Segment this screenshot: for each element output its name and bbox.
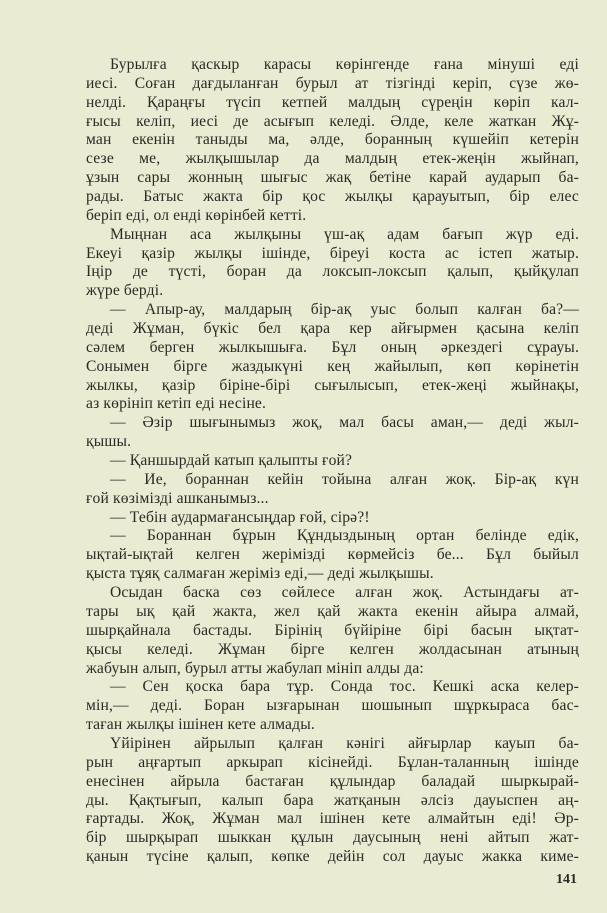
text-line: Екеуі қазір жылқы ішінде, біреуі коста ас істеп жатыр.	[86, 244, 579, 262]
text-line: ды. Қақтығып, калып бара жатқанын әлсіз дауыспен аң-	[86, 791, 579, 809]
text-line: шырқайнала бастады. Бірінің бүйіріне бірі басын ықтат-	[86, 621, 579, 639]
text-line: ман екенін таныды ма, әлде, боранның күшейіп кетерін	[86, 131, 579, 149]
text-line: қанын түсіне қалып, көпке дейін сол дауыс жакка киме-	[86, 848, 579, 866]
text-line: жабуын алып, бурыл атты жабулап мініп алды да:	[86, 659, 424, 677]
text-line: мін,— деді. Боран ызғарынан шошынып шұркыраса бас-	[86, 697, 579, 715]
text-line: — Тебін аудармағансыңдар ғой, сірә?!	[110, 508, 370, 526]
text-line: бір шырқырап шыккан құлын даусының нені айтып жат-	[86, 829, 579, 847]
text-line: Сонымен бірге жаздыкүні кең жайылып, көп көрінетін	[86, 357, 579, 375]
text-line: таған жылқы ішінен кете алмады.	[86, 716, 315, 734]
text-line: ғартады. Жоқ, Жұман мал ішінен кете алмайтын еді! Әр-	[86, 810, 579, 828]
text-line: рын аңғартып аркырап кісінейді. Бұлан-таланның ішінде	[86, 753, 579, 771]
book-page-text	[86, 56, 579, 867]
text-line: деді Жұман, бүкіс бел қара кер айғырмен қасына келіп	[86, 320, 579, 338]
page-number: 141	[556, 872, 577, 887]
text-line: — Бораннан бұрын Құндыздының ортан белінде едік,	[110, 527, 579, 545]
text-line: — Қаншырдай катып қалыпты ғой?	[110, 452, 353, 470]
text-line: қышы.	[86, 433, 132, 451]
text-line: беріп еді, ол енді көрінбей кетті.	[86, 206, 307, 224]
text-line: жылкы, қазір біріне-бірі сығылысып, етек-жеңі жыйнақы,	[86, 376, 579, 394]
text-line: тары ық қай жакта, жел қай жакта екенін айыра алмай,	[86, 602, 579, 620]
text-line: енесінен айрыла бастаған құлындар баладай шыркырай-	[86, 772, 579, 790]
text-line: Үйірінен айрылып қалған кәнігі айғырлар кауып ба-	[110, 734, 579, 752]
text-line: — Әзір шығынымыз жоқ, мал басы аман,— деді жыл-	[110, 414, 579, 432]
text-line: — Сен қоска бара тұр. Сонда тос. Кешкі аска келер-	[110, 678, 579, 696]
text-line: Іңір де түсті, боран да локсып-локсып қалып, қыйқулап	[86, 263, 579, 281]
text-line: ұзын сары жонның шығыс жақ бетіне карай аударып ба-	[86, 169, 579, 187]
text-line: — Ие, бораннан кейін тойына алған жоқ. Бір-ақ күн	[110, 470, 579, 488]
text-line: ықтай-ықтай келген жерімізді көрмейсіз бе... Бұл быйыл	[86, 546, 579, 564]
text-line: сезе ме, жылқышылар да малдың етек-жеңін жыйнап,	[86, 150, 579, 168]
text-line: иесі. Соған дағдыланған бурыл ат тізгінді керіп, сүзе жө-	[86, 74, 579, 92]
text-line: сәлем берген жылкышыға. Бұл оның әркездегі сұрауы.	[86, 338, 579, 356]
text-line: қысы келеді. Жұман бірге келген жолдасынан атының	[86, 640, 579, 658]
text-line: рады. Батыс жакта бір қос жылқы қарауытып, бір елес	[86, 188, 579, 206]
text-line: ғысы келіп, иесі де асығып келеді. Әлде, келе жаткан Жұ-	[86, 112, 579, 130]
text-line: қыста тұяқ салмаған жеріміз еді,— деді жылқышы.	[86, 565, 434, 583]
text-line: жүре берді.	[86, 282, 164, 300]
text-line: Осыдан баска сөз сөйлесе алған жоқ. Астындағы ат-	[110, 584, 579, 602]
text-line: Бурылға қаскыр карасы көрінгенде ғана мінуші еді	[110, 56, 579, 73]
text-line: ғой көзімізді ашканымыз...	[86, 489, 269, 507]
text-line: Мыңнан аса жылқыны үш-ақ адам бағып жүр еді.	[110, 225, 579, 243]
text-line: — Апыр-ау, малдарың бір-ақ уыс болып калған ба?—	[110, 301, 579, 319]
text-line: аз көрініп кетіп еді несіне.	[86, 395, 267, 413]
text-line: нелді. Қараңғы түсіп кетпей малдың сүреңін көріп кал-	[86, 93, 579, 111]
